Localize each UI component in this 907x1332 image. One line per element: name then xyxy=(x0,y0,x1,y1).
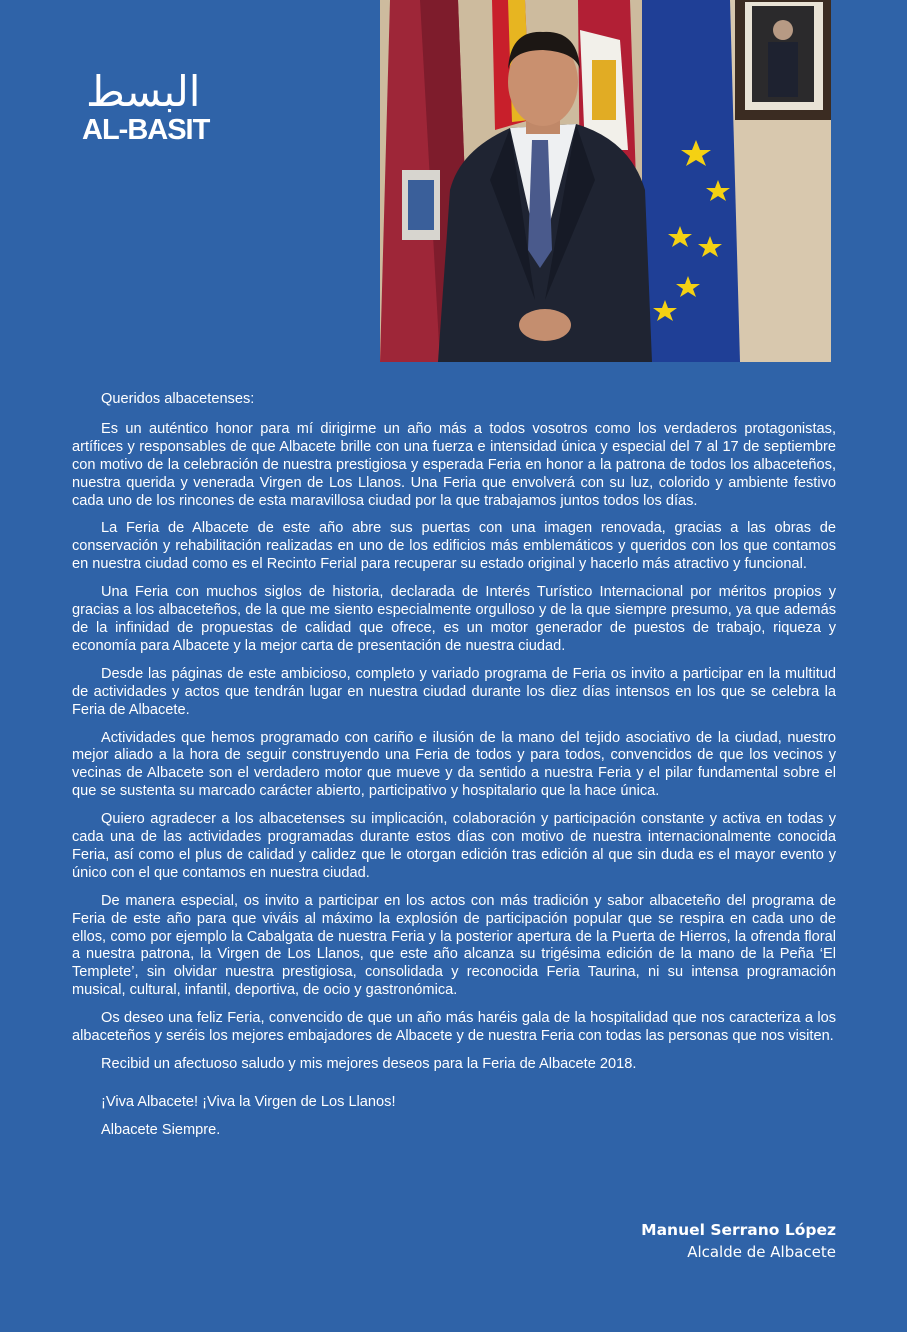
letter-paragraph: Quiero agradecer a los albacetenses su implicación, colaboración y participación constante y activa en todas y cada una de las actividades programadas durante estos días con motivo de nuestra internacionalmente conocida Feria, así como el plus de calidad y calidez que le otorgan edición tras edición al que sin duda es el mayor evento y único con el que contamos en nuestra ciudad. xyxy=(72,811,836,881)
letter-paragraph: Es un auténtico honor para mí dirigirme un año más a todos vosotros como los verdaderos protagonistas, artífices y responsables de que Albacete brille con una fuerza e intensidad única y especial del 7 al 17 de septiembre con motivo de la celebración de nuestra prestigiosa y esperada Feria en honor a la patrona de todos los albaceteños, nuestra querida y venerada Virgen de Los Llanos. Una Feria que envolverá con su luz, colorido y ambiente festivo cada uno de los rincones de esta maravillosa ciudad por la que trabajamos juntos todos los días. xyxy=(72,420,836,509)
signature xyxy=(641,1219,836,1263)
letter-greeting: Queridos albacetenses: xyxy=(101,391,255,407)
logo-title: AL-BASIT xyxy=(82,114,210,146)
signature-name: Manuel Serrano López xyxy=(641,1221,836,1239)
mayor-photo xyxy=(380,0,831,362)
letter-paragraph: La Feria de Albacete de este año abre sus puertas con una imagen renovada, gracias a las obras de conservación y rehabilitación realizadas en uno de los edificios más emblemáticos y queridos con los que contamos en nuestra ciudad como es el Recinto Ferial para recuperar su estado original y hacerlo más atractivo y funcional. xyxy=(72,520,836,573)
letter-paragraph: Una Feria con muchos siglos de historia, declarada de Interés Turístico Internacional por méritos propios y gracias a los albaceteños, de la que me siento especialmente orgulloso y de la que siempre presumo, ya que además de la infinidad de propuestas de calidad que ofrece, es un motor generador de puestos de trabajo, riqueza y economía para Albacete y la mejor carta de presentación de nuestra ciudad. xyxy=(72,584,836,654)
letter-paragraph: Desde las páginas de este ambicioso, completo y variado programa de Feria os invito a participar en la multitud de actividades y actos que tendrán lugar en nuestra ciudad durante los diez días intensos en los que se celebra la Feria de Albacete. xyxy=(72,665,836,718)
letter-closing: Recibid un afectuoso saludo y mis mejores deseos para la Feria de Albacete 2018. xyxy=(101,1056,637,1072)
letter-paragraph: Actividades que hemos programado con cariño e ilusión de la mano del tejido asociativo de la ciudad, nuestro mejor aliado a la hora de seguir construyendo una Feria de todos y para todos, convencidos de que los vecinos y vecinas de Albacete son el verdadero motor que mueve y da sentido a nuestra Feria y el pilar fundamental sobre el que se sustenta su marcado carácter abierto, participativo y hospitalario que la hace única. xyxy=(72,729,836,800)
logo xyxy=(82,66,242,147)
letter-cheer: ¡Viva Albacete! ¡Viva la Virgen de Los Llanos! xyxy=(101,1093,396,1110)
letter-motto: Albacete Siempre. xyxy=(101,1121,221,1138)
signature-role: Alcalde de Albacete xyxy=(687,1243,836,1261)
logo-arabic-text: البسط xyxy=(86,67,201,116)
letter-paragraph: De manera especial, os invito a participar en los actos con más tradición y sabor albaceteño del programa de Feria de este año para que viváis al máximo la explosión de participación popular que se respira en cada uno de ellos, como por ejemplo la Cabalgata de nuestra Feria y la posterior apertura de la Puerta de Hierros, la ofrenda floral a nuestra patrona, la Virgen de Los Llanos, que este año alcanza su trigésima edición de la mano de la Peña ‘El Templete’, sin olvidar nuestra prestigiosa, consolidada y reconocida Feria Taurina, ni su intensa programación musical, cultural, infantil, deportiva, de ocio y gastronómica. xyxy=(72,892,836,999)
letter-paragraph: Os deseo una feliz Feria, convencido de que un año más haréis gala de la hospitalidad que nos caracteriza a los albaceteños y seréis los mejores embajadores de Albacete y de nuestra Feria con todas las personas que nos visiten. xyxy=(72,1010,836,1045)
letter-body xyxy=(72,391,836,1150)
